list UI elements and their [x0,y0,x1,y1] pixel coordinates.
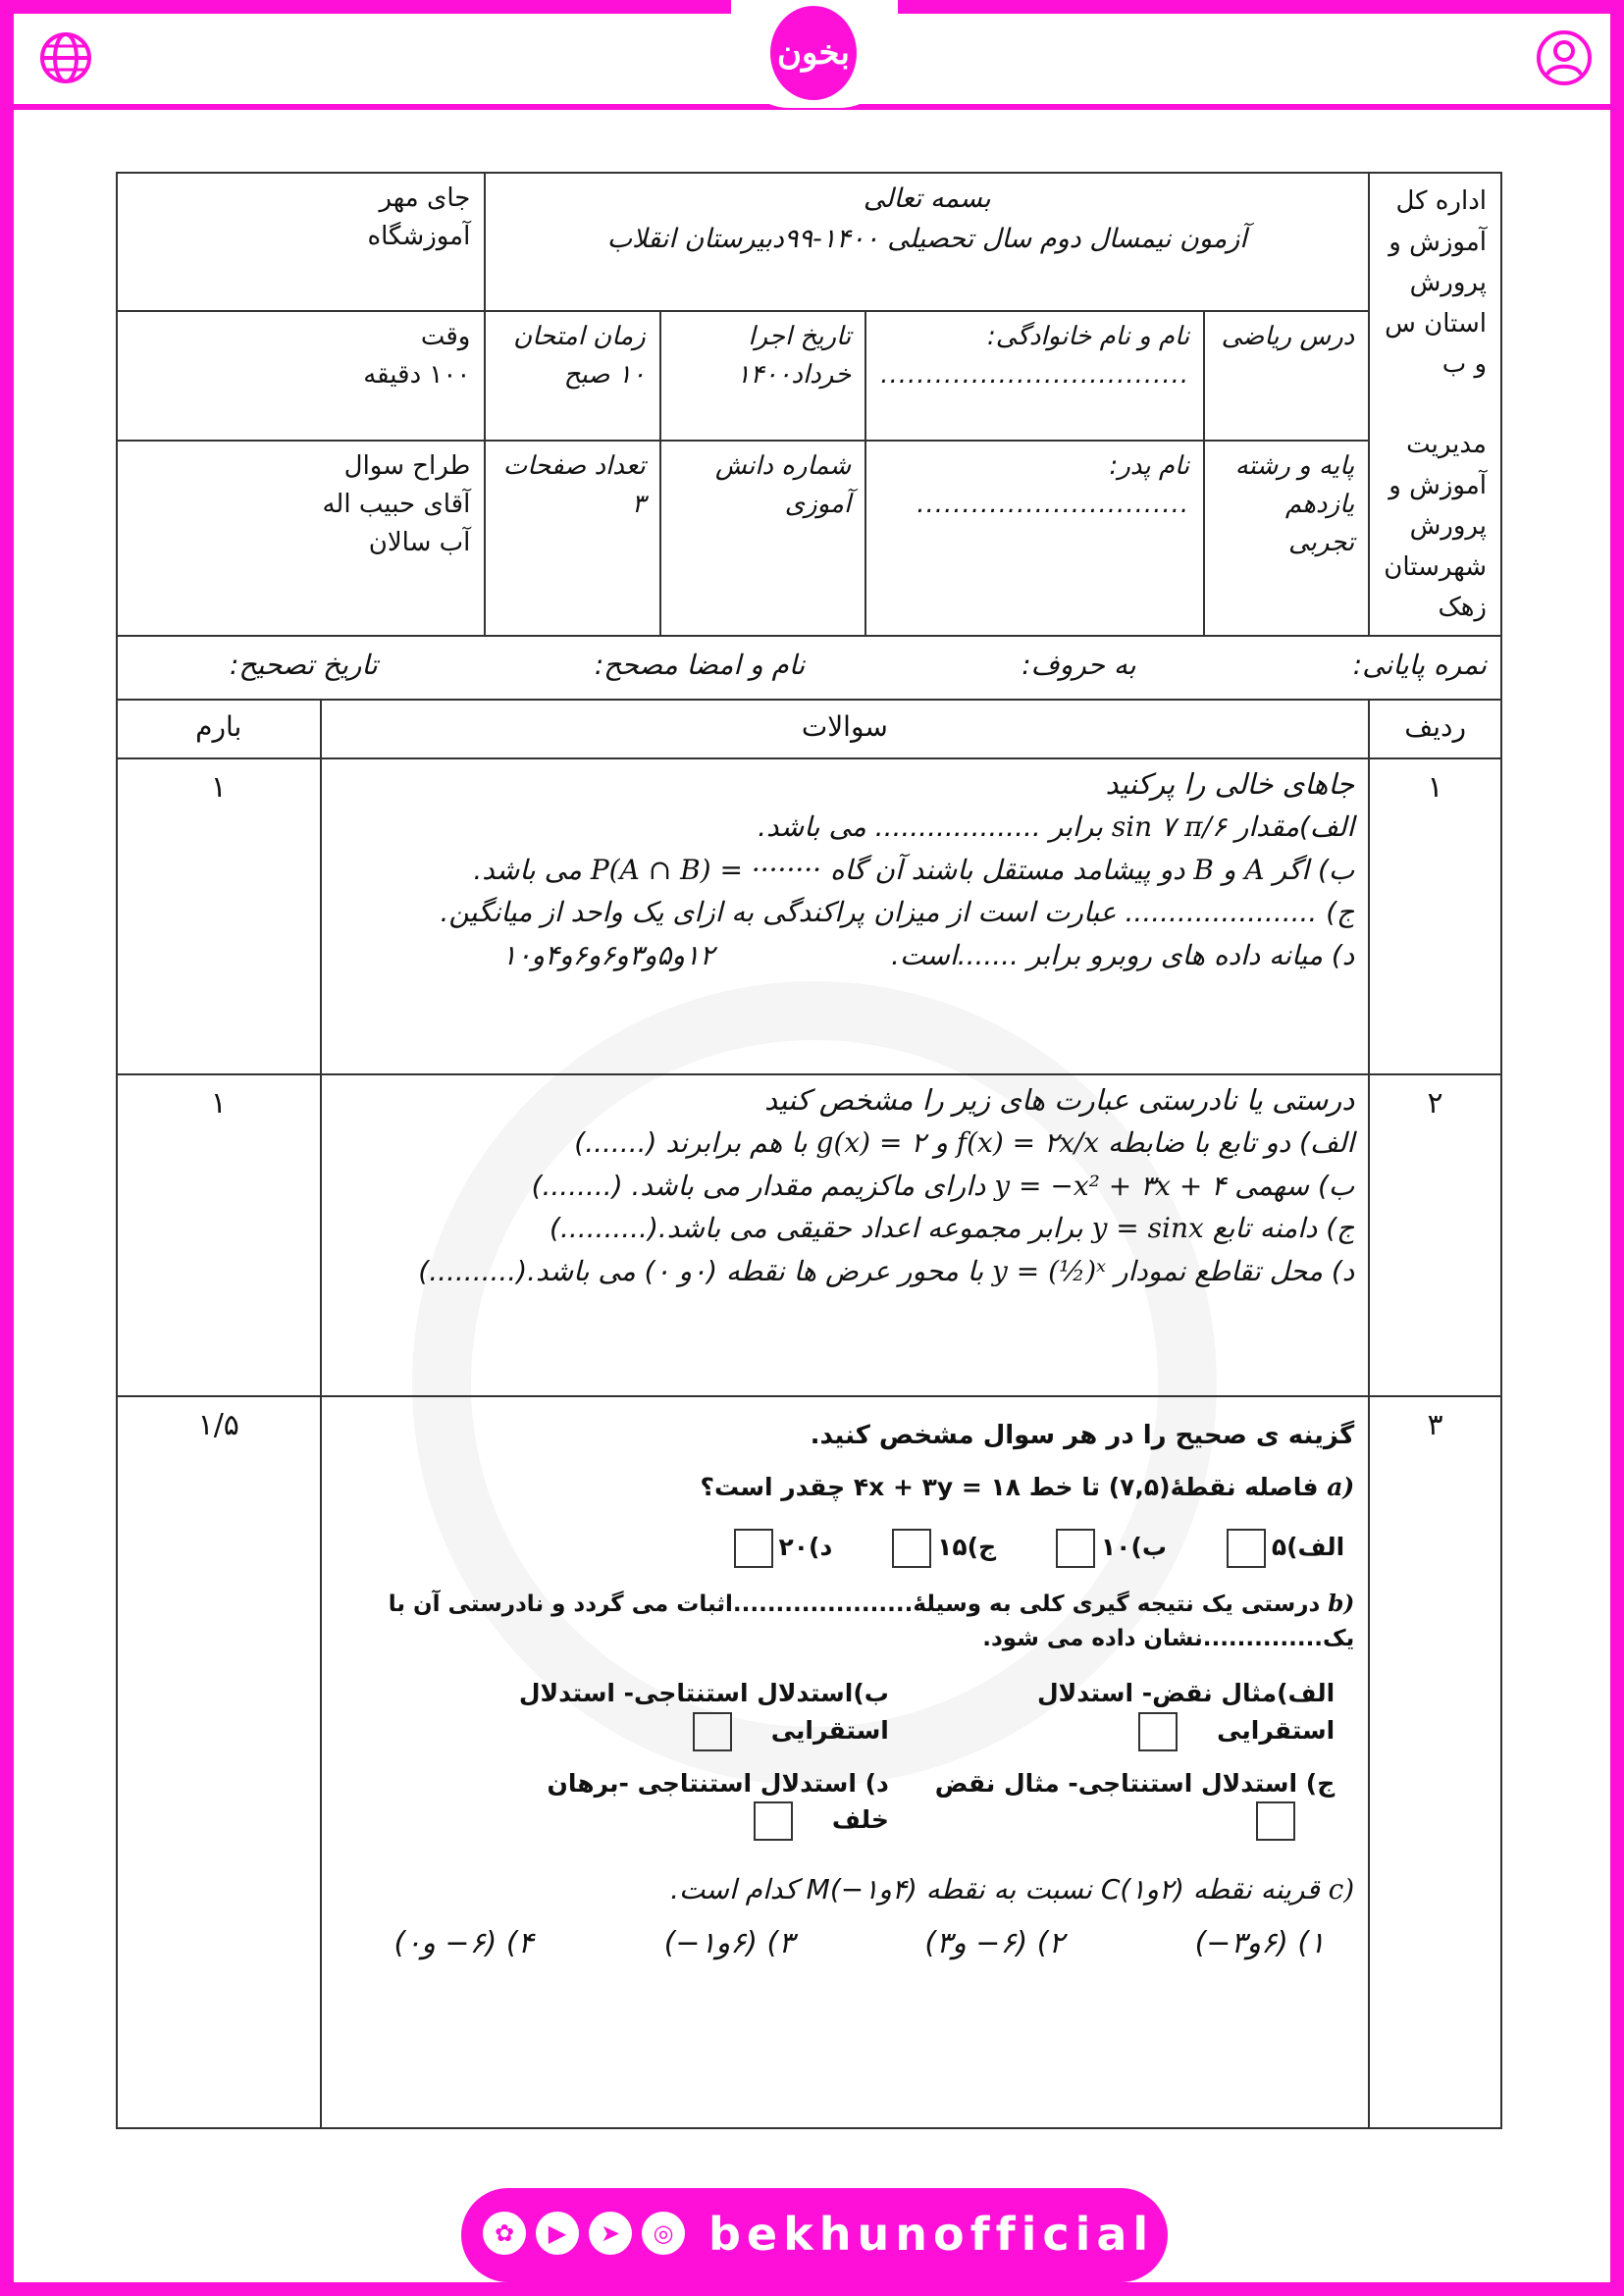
q3-a-opt1-label: الف)۵ [1271,1533,1345,1562]
q1-title: جاهای خالی را پرکنید [1105,766,1355,801]
q3-c-opt3[interactable]: ۳) (۶و۱−) [663,1925,795,1960]
aparat-icon[interactable]: ✿ [483,2212,526,2255]
q1-b-A: A [1244,853,1265,886]
name-field[interactable]: .................................. [880,359,1190,390]
org-cell [1369,173,1501,636]
q2-d [336,1250,1355,1292]
subject-cell [1204,311,1369,441]
subject: درس ریاضی [1221,321,1355,351]
q1-b-pre: ب) اگر [1273,853,1355,886]
q3-b-opt2[interactable] [483,1675,889,1751]
q2-b-post: دارای ماکزیمم مقدار می باشد. (........) [531,1169,986,1202]
q1-b-math: P(A ∩ B) = ········ [590,853,822,886]
org-line1: اداره کل آموزش و [1388,186,1487,257]
score-row [117,636,1501,700]
q3-a [336,1469,1355,1506]
q1-score: ۱ [117,758,321,1074]
org-line2: پرورش استان س و ب [1385,268,1487,380]
q1-b-and: و [1222,853,1236,886]
q1-a-post: برابر ................... می باشد. [758,810,1103,844]
date-label: تاریخ اجرا [748,321,852,351]
score-header: بارم [117,700,321,758]
q2-a-math1: f(x) = ۲x/x [956,1126,1100,1160]
bismillah: بسمه تعالی [863,183,991,214]
checkbox[interactable] [1138,1712,1178,1751]
q3-c-opt1[interactable]: ۱) (۶و۳−) [1194,1925,1326,1960]
designer-value1: آقای حبیب اله [322,490,471,520]
q3-c-options [336,1911,1355,1965]
checkbox[interactable] [1256,1801,1295,1841]
q2-number: ۲ [1369,1074,1501,1396]
questions-header: سوالات [321,700,1370,758]
stamp-line1: جای مهر [379,183,471,213]
q2-d-math: y = (½)ˣ [992,1254,1107,1287]
exam-title: آزمون نیمسال دوم سال تحصیلی ۱۴۰۰-۹۹دبیرستان انقلاب [606,223,1247,254]
duration-value: ۱۰۰ دقیقه [363,359,471,390]
q3-a-opt4-label: د)۲۰ [778,1533,833,1562]
checkbox[interactable] [734,1529,773,1568]
author-name: حبیب اله آب سالان [1180,33,1508,74]
stamp-cell [117,173,485,311]
checkbox[interactable] [1056,1529,1095,1568]
q2-d-pre: د) محل تقاطع نمودار [1114,1254,1355,1287]
date-cell [660,311,866,441]
checkbox[interactable] [754,1801,793,1841]
checkbox[interactable] [892,1529,931,1568]
grade-value2: تجربی [1287,528,1355,558]
q1-a-math: sin ۷ π/۶ [1111,810,1227,844]
grade-cell [1204,441,1369,636]
q1-number: ۱ [1369,758,1501,1074]
q1-body [321,758,1370,1074]
q2-d-post: با محور عرض ها نقطه (۰و ۰) می باشد.(..........) [418,1254,984,1287]
designer-cell [117,441,485,636]
stamp-line2: آموزشگاه [367,222,471,251]
q1-d [336,934,1355,976]
final-score-label: نمره پایانی: [1352,648,1487,681]
title-cell [485,173,1369,311]
q2-c-pre: ج) دامنه تابع [1212,1212,1355,1245]
org-line4: پرورش شهرستان زهک [1384,511,1487,623]
q1-b-post: می باشد. [473,853,582,886]
q3-a-text: فاصله نقطهٔ(۷,۵) تا خط ۱۸ = ۴x + ۳y چقدر است؟ [700,1472,1319,1501]
logo-text: بخون [777,33,850,73]
row-header: ردیف [1369,700,1501,758]
q3-b-opt4-label: د) استدلال استنتاجی -برهان خلف [547,1768,889,1835]
q2-b-pre: ب) سهمی [1234,1169,1355,1202]
q2-b [336,1165,1355,1207]
q2-body [321,1074,1370,1396]
father-cell [865,441,1204,636]
duration-cell [117,311,485,441]
telegram-icon[interactable]: ➤ [589,2212,632,2255]
q3-b-opt3-label: ج) استدلال استنتاجی- مثال نقض [934,1768,1336,1798]
q2-c [336,1207,1355,1249]
checkbox[interactable] [1227,1529,1266,1568]
globe-icon[interactable] [29,22,102,94]
q2-a-pre: الف) دو تابع با ضابطه [1108,1126,1355,1160]
grade-label: پایه و رشته [1234,451,1355,482]
designer-value2: آب سالان [368,528,471,558]
social-handle[interactable]: bekhunofficial [708,2208,1155,2261]
user-icon[interactable] [1526,20,1602,96]
q3-a-opt2[interactable] [1050,1529,1167,1568]
exam-time-label: زمان امتحان [513,321,646,351]
father-label: نام پدر: [1109,451,1190,482]
designer-label: طراح سوال [343,451,471,482]
q3-a-opt3-label: ج)۱۵ [937,1533,997,1562]
student-no-cell [660,441,866,636]
q3-b-opt4[interactable] [483,1765,889,1842]
exam-time-cell [485,311,659,441]
q3-b-options [336,1669,1355,1847]
q2-a-post: با هم برابرند (.......) [574,1126,808,1160]
q2-b-math: y = −x² + ۳x + ۴ [994,1169,1227,1202]
q2-c-math: y = sinx [1091,1212,1204,1245]
q3-number: ۳ [1369,1396,1501,2128]
duration-label: وقت [420,321,471,351]
q1-b [336,849,1355,891]
correction-date-label: تاریخ تصحیح: [230,648,378,681]
q3-b-label: b) [1328,1591,1355,1618]
q2-c-post: برابر مجموعه اعداد حقیقی می باشد.(..........) [550,1212,1083,1245]
pages-cell [485,441,659,636]
q3-c-opt2[interactable]: ۲) (۶− و۳) [924,1925,1065,1960]
q2-title: درستی یا نادرستی عبارت های زیر را مشخص کنید [764,1082,1355,1117]
q3-a-opt4[interactable] [728,1529,833,1568]
name-cell [865,311,1204,441]
q3-b [336,1588,1355,1669]
q2-score: ۱ [117,1074,321,1396]
q1-a [336,806,1355,848]
youtube-icon[interactable]: ▶ [536,2212,579,2255]
q3-body [321,1396,1370,2128]
q2-a [336,1122,1355,1164]
q1-b-mid: دو پیشامد مستقل باشند آن گاه [829,853,1185,886]
q3-b-text: درستی یک نتیجه گیری کلی به وسیلهٔ.....................اثبات می گردد و نادرستی آن با یک..............نشان داده می شود. [388,1592,1355,1651]
q1-b-B: B [1193,853,1214,886]
q3-b-opt1[interactable] [928,1675,1335,1751]
q3-b-opt3[interactable] [928,1765,1335,1842]
in-letters-label: به حروف: [1022,648,1136,681]
student-no-label: شماره دانش [714,451,852,482]
q3-c-label: c) [1328,1873,1355,1906]
student-no-label2: آموزی [784,490,852,520]
q2-a-math2: g(x) = ۲ [815,1126,926,1160]
q1-c: ج) ...................... عبارت است از میزان پراکندگی به ازای یک واحد از میانگین. [440,896,1355,929]
q3-b-opt1-label: الف)مثال نقض- استدلال استقرایی [1036,1679,1336,1745]
q3-b-opt2-label: ب)استدلال استنتاجی- استدلال استقرایی [518,1679,889,1745]
pages-label: تعداد صفحات [502,451,646,482]
q3-title: گزینه ی صحیح را در هر سوال مشخص کنید. [810,1420,1355,1450]
exam-sheet [116,172,1502,2129]
q3-c-text: قرینه نقطه (۲و۱)C نسبت به نقطه (۴و۱−)M کدام است. [670,1873,1320,1906]
date-value: خرداد۱۴۰۰ [736,359,852,390]
q1-d-data: ۱۲و۵و۳و۶و۶و۴و۱۰ [501,938,715,971]
q1-d-text: د) میانه داده های روبرو برابر .......است. [891,938,1355,971]
site-url[interactable]: www.bekhun.com [116,22,640,80]
q3-c-opt4[interactable]: ۴) (۶− و۰) [393,1925,534,1960]
checkbox[interactable] [693,1712,732,1751]
q1-a-pre: الف)مقدار [1234,810,1355,844]
father-field[interactable]: .............................. [917,490,1190,520]
q3-a-opt3[interactable] [886,1529,996,1568]
pages-value: ۳ [631,490,646,520]
org-line3: مدیریت آموزش و [1388,429,1487,500]
grade-value1: یازدهم [1284,490,1355,520]
instagram-icon[interactable]: ◎ [642,2212,685,2255]
q3-a-opt1[interactable] [1221,1529,1344,1568]
q3-score: ۱/۵ [117,1396,321,2128]
q2-a-and: و [934,1126,948,1160]
name-label: نام و نام خانوادگی: [987,321,1190,351]
logo[interactable] [770,6,857,100]
exam-time-value: ۱۰ صبح [563,359,646,390]
q3-a-options [336,1505,1355,1588]
social-icons [483,2212,685,2255]
grader-label: نام و امضا مصحح: [594,648,806,681]
q3-a-label: a) [1327,1472,1355,1501]
q3-a-opt2-label: ب)۱۰ [1100,1533,1167,1562]
q3-c [336,1847,1355,1910]
